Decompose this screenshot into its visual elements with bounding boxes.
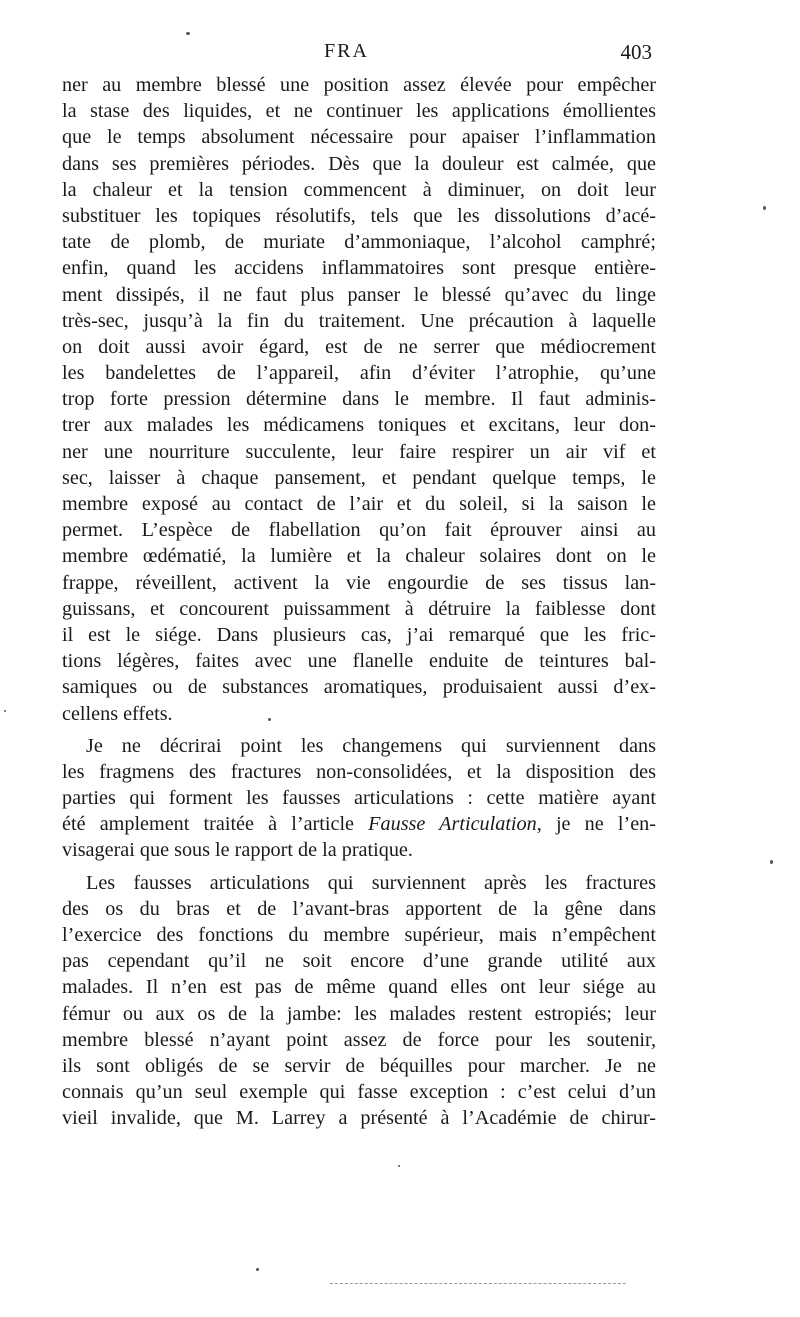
text-line: sec, laisser à chaque pansement, et pendant quelque temps, le: [62, 466, 656, 489]
text-line: ner au membre blessé une position assez élevée pour empêcher: [62, 74, 656, 96]
text-line: que le temps absolument nécessaire pour apaiser l’inflammation: [62, 126, 656, 149]
text-line: membre œdématié, la lumière et la chaleur solaires dont on le: [62, 545, 656, 568]
body-text: [62, 72, 656, 1132]
text-line: il est le siége. Dans plusieurs cas, j’ai remarqué que les fric-: [62, 623, 656, 646]
paragraph: [62, 870, 656, 1132]
text-line: l’exercice des fonctions du membre supérieur, mais n’empêchent: [62, 924, 656, 946]
text-line: enfin, quand les accidens inflammatoires sont presque entière-: [62, 257, 656, 280]
text-line: très-sec, jusqu’à la fin du traitement. Une précaution à laquelle: [62, 309, 656, 332]
text-line: dans ses premières périodes. Dès que la douleur est calmée, que: [62, 152, 656, 175]
text-line: ment dissipés, il ne faut plus panser le blessé qu’avec du linge: [62, 283, 656, 306]
text-line: tions légères, faites avec une flanelle enduite de teintures bal-: [62, 650, 656, 673]
text-line: guissans, et concourent puissamment à détruire la faiblesse dont: [62, 597, 656, 620]
text-line: tate de plomb, de muriate d’ammoniaque, l’alcohol camphré;: [62, 231, 656, 254]
text-line: été amplement traitée à l’article Fausse Articulation, je ne l’en-: [62, 813, 656, 836]
text-line: pas cependant qu’il ne soit encore d’une grande utilité aux: [62, 950, 656, 973]
scan-speck: [268, 718, 271, 721]
paragraph: [62, 72, 656, 727]
text-line: les bandelettes de l’appareil, afin d’éviter l’atrophie, qu’une: [62, 362, 656, 385]
running-head: FRA: [324, 40, 369, 62]
text-line: la stase des liquides, et ne continuer les applications émollientes: [62, 100, 656, 123]
text-line: connais qu’un seul exemple qui fasse exception : c’est celui d’un: [62, 1081, 656, 1104]
text-line: Les fausses articulations qui surviennent après les fractures: [86, 871, 656, 894]
text-line: substituer les topiques résolutifs, tels que les dissolutions d’acé-: [62, 204, 656, 227]
text-line: des os du bras et de l’avant-bras apportent de la gêne dans: [62, 897, 656, 920]
text-line: trop forte pression détermine dans le membre. Il faut adminis-: [62, 388, 656, 411]
text-line: cellens effets.: [62, 702, 173, 725]
bleed-through-rule: [330, 1283, 626, 1284]
page-header: [62, 40, 652, 74]
text-line: membre exposé au contact de l’air et du soleil, si la saison le: [62, 493, 656, 515]
text-line: membre blessé n’ayant point assez de force pour les soutenir,: [62, 1028, 656, 1051]
text-line: trer aux malades les médicamens toniques et excitans, leur don-: [62, 414, 656, 437]
text-line: ils sont obligés de se servir de béquilles pour marcher. Je ne: [62, 1054, 656, 1077]
text-line: parties qui forment les fausses articulations : cette matière ayant: [62, 787, 656, 810]
text-line: les fragmens des fractures non-consolidées, et la disposition des: [62, 760, 656, 783]
scan-speck: [4, 710, 6, 712]
text-line: permet. L’espèce de flabellation qu’on fait éprouver ainsi au: [62, 519, 656, 542]
scan-speck: [186, 32, 190, 35]
text-line: visagerai que sous le rapport de la pratique.: [62, 839, 413, 862]
scan-speck: [256, 1268, 259, 1271]
text-line: fémur ou aux os de la jambe: les malades restent estropiés; leur: [62, 1002, 656, 1025]
text-line: ner une nourriture succulente, leur faire respirer un air vif et: [62, 440, 656, 463]
text-line: Je ne décrirai point les changemens qui surviennent dans: [86, 734, 656, 757]
text-line: frappe, réveillent, activent la vie engourdie de ses tissus lan-: [62, 571, 656, 594]
text-line: malades. Il n’en est pas de même quand elles ont leur siége au: [62, 976, 656, 999]
scan-speck: [398, 1165, 400, 1167]
paragraph: [62, 733, 656, 864]
text-line: la chaleur et la tension commencent à diminuer, on doit leur: [62, 178, 656, 201]
text-line: samiques ou de substances aromatiques, produisaient aussi d’ex-: [62, 676, 656, 699]
scan-speck: [763, 206, 766, 210]
scan-speck: [770, 860, 773, 864]
text-line: on doit aussi avoir égard, est de ne serrer que médiocrement: [62, 335, 656, 358]
page-number: 403: [620, 40, 652, 64]
text-line: vieil invalide, que M. Larrey a présenté à l’Académie de chirur-: [62, 1107, 656, 1130]
article-title-italic: Fausse Articulation: [368, 813, 537, 836]
